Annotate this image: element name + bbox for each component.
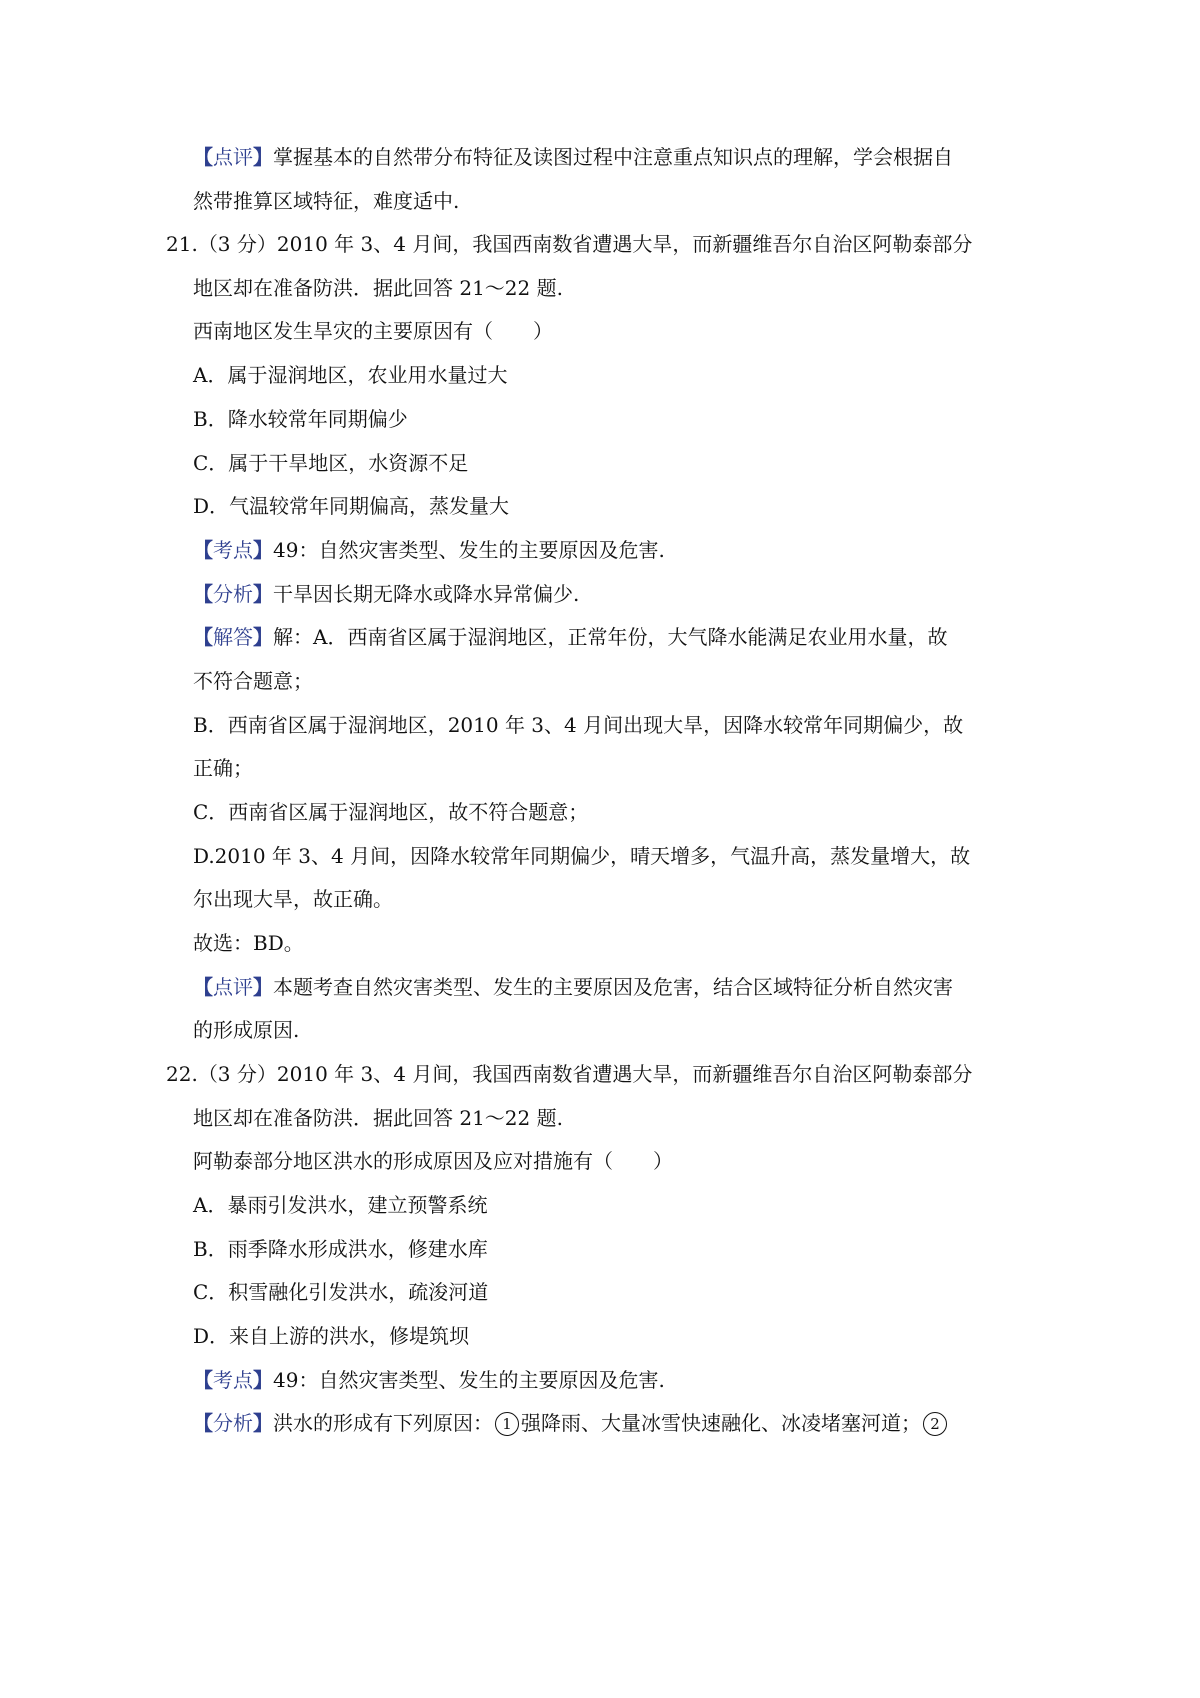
question-number: 21. [166, 232, 198, 256]
jieda-line: D.2010 年 3、4 月间，因降水较常年同期偏少，晴天增多，气温升高，蒸发量增大，故 [193, 844, 971, 868]
fenxi-line [193, 580, 579, 608]
question-stem [193, 317, 553, 345]
option-a: A．暴雨引发洪水，建立预警系统 [193, 1193, 488, 1217]
option-b: B．降水较常年同期偏少 [193, 407, 408, 431]
kaodian-text: 49：自然灾害类型、发生的主要原因及危害. [273, 1368, 665, 1392]
option-a: A．属于湿润地区，农业用水量过大 [193, 363, 508, 387]
jieda-line: 尔出现大旱，故正确。 [193, 887, 393, 911]
fenxi-text: 干旱因长期无降水或降水异常偏少. [273, 582, 580, 606]
fenxi-tag: 【分析】 [193, 582, 273, 606]
kaodian-text: 49：自然灾害类型、发生的主要原因及危害. [273, 538, 665, 562]
comment-line [193, 143, 953, 171]
jieda-line: B．西南省区属于湿润地区，2010 年 3、4 月间出现大旱，因降水较常年同期偏少，故 [193, 713, 964, 737]
kaodian-line [193, 1366, 665, 1394]
question-text-line [193, 274, 563, 302]
question-21-heading [166, 230, 972, 258]
option-d: D．气温较常年同期偏高，蒸发量大 [193, 494, 510, 518]
dianping-tag: 【点评】 [193, 975, 273, 999]
kaodian-line [193, 536, 665, 564]
fenxi-text: 强降雨、大量冰雪快速融化、冰凌堵塞河道； [521, 1411, 921, 1435]
answer-line: 故选：BD。 [193, 931, 304, 955]
jieda-tag: 【解答】 [193, 625, 273, 649]
question-text-line: 地区却在准备防洪．据此回答 21～22 题. [193, 1106, 563, 1130]
circled-number-two: 2 [923, 1412, 947, 1436]
comment-text: 掌握基本的自然带分布特征及读图过程中注意重点知识点的理解，学会根据自 [273, 145, 953, 169]
comment-tag: 【点评】 [193, 145, 273, 169]
jieda-line: C．西南省区属于湿润地区，故不符合题意； [193, 800, 589, 824]
question-text: （3 分）2010 年 3、4 月间，我国西南数省遭遇大旱，而新疆维吾尔自治区阿勒泰部分 [197, 1062, 973, 1086]
fenxi-line [193, 1409, 949, 1437]
question-number: 22. [166, 1062, 198, 1086]
question-text: （3 分）2010 年 3、4 月间，我国西南数省遭遇大旱，而新疆维吾尔自治区阿勒泰部分 [197, 232, 973, 256]
comment-line [193, 187, 459, 215]
option-d: D．来自上游的洪水，修堤筑坝 [193, 1324, 470, 1348]
dianping-text: 本题考查自然灾害类型、发生的主要原因及危害，结合区域特征分析自然灾害 [273, 975, 953, 999]
jieda-line: 正确； [193, 756, 253, 780]
comment-text: 然带推算区域特征，难度适中. [193, 189, 460, 213]
kaodian-tag: 【考点】 [193, 1368, 273, 1392]
option-c: C．属于干旱地区，水资源不足 [193, 451, 469, 475]
question-stem: 阿勒泰部分地区洪水的形成原因及应对措施有（ ） [193, 1149, 673, 1173]
question-stem-text: 西南地区发生旱灾的主要原因有（ ） [193, 319, 553, 343]
circled-number-one: 1 [495, 1412, 519, 1436]
fenxi-text: 洪水的形成有下列原因： [273, 1411, 493, 1435]
dianping-line [193, 973, 953, 1001]
jieda-line: 不符合题意； [193, 669, 313, 693]
option-c: C．积雪融化引发洪水，疏浚河道 [193, 1280, 489, 1304]
question-text: 地区却在准备防洪．据此回答 21～22 题. [193, 276, 563, 300]
jieda-text: 解：A．西南省区属于湿润地区，正常年份，大气降水能满足农业用水量，故 [273, 625, 948, 649]
question-22-heading [166, 1060, 972, 1088]
dianping-line: 的形成原因. [193, 1018, 300, 1042]
kaodian-tag: 【考点】 [193, 538, 273, 562]
fenxi-tag: 【分析】 [193, 1411, 273, 1435]
jieda-line [193, 623, 947, 651]
option-b: B．雨季降水形成洪水，修建水库 [193, 1237, 488, 1261]
